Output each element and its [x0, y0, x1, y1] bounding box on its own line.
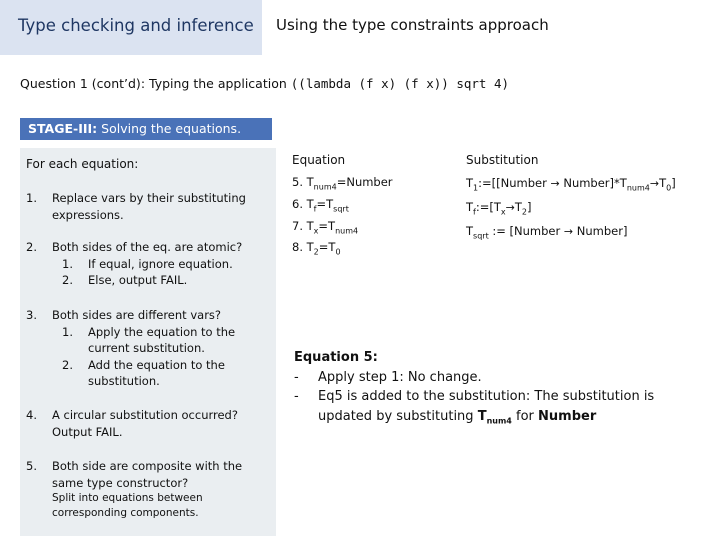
step-number: 2.	[26, 240, 37, 254]
equation-row: 7. $T_x=T_{num4}$	[292, 218, 359, 235]
equation-column-header: Equation	[292, 153, 346, 167]
arrow-icon: →	[505, 200, 515, 214]
equation-row: 6. $T_f=T_{sqrt}$	[292, 196, 349, 214]
stage-label: STAGE-III:	[28, 121, 98, 136]
arrow-icon: →	[649, 177, 660, 190]
notes-title: Equation 5:	[294, 350, 378, 365]
step-number: 3.	[26, 308, 37, 322]
note-item: - Apply step 1: No change.	[294, 369, 482, 385]
equation-list	[292, 174, 393, 261]
substitution-list	[466, 174, 676, 245]
slide-subtitle: Using the type constraints approach	[276, 16, 549, 34]
arrow-icon: →	[550, 177, 560, 190]
step-text: Both sides of the eq. are atomic?	[52, 240, 243, 254]
equation-row: 5. $T_{num4}=Number$	[292, 175, 393, 192]
step-number: 4.	[26, 408, 37, 422]
substitution-row: $T_f:=[T_x\to T_2]$	[466, 199, 532, 217]
step-text: Both sides are different vars?	[52, 308, 222, 322]
substitution-row: $T_1:=[[Number$ → $Number]*T_{num4}\to T_0$]	[466, 176, 676, 193]
sub-step: 1. If equal, ignore equation.	[62, 256, 233, 271]
step-number: 5.	[26, 459, 37, 473]
equation-5-notes	[294, 348, 694, 431]
step-number: 1.	[26, 191, 37, 205]
slide-title: Type checking and inference	[18, 16, 254, 35]
sub-step: 1. Apply the equation to the current substitution.	[62, 324, 236, 355]
title-bar-left	[0, 0, 262, 55]
step-text: Both side are composite with the same type constructor?	[52, 459, 243, 490]
step-text: Replace vars by their substituting expressions.	[52, 191, 246, 222]
question-line	[20, 76, 509, 91]
steps-title: For each equation:	[26, 157, 139, 171]
steps-panel	[20, 148, 276, 536]
step-extra: Split into equations between corresponding components.	[52, 492, 203, 519]
question-code: ((lambda (f x) (f x)) sqrt 4)	[290, 76, 510, 91]
question-prefix: Question 1 (cont’d):	[20, 76, 146, 91]
sub-step: 2. Add the equation to the substitution.	[62, 357, 225, 388]
note-item: - Eq5 is added to the substitution: The substitution is updated by substituting $T_{num4}$ for Number	[294, 389, 655, 426]
equation-row: 8. $T_2=T_0$	[292, 240, 341, 257]
stage-banner	[20, 118, 272, 140]
step-text: A circular substitution occurred? Output FAIL.	[52, 408, 238, 439]
substitution-row: $T_{sqrt}$ := [Number → Number]	[466, 223, 628, 240]
question-text: Typing the application	[149, 76, 287, 91]
stage-text: Solving the equations.	[101, 121, 242, 136]
substitution-column-header: Substitution	[466, 153, 539, 167]
sub-step: 2. Else, output FAIL.	[62, 273, 188, 287]
arrow-icon: →	[563, 224, 574, 238]
